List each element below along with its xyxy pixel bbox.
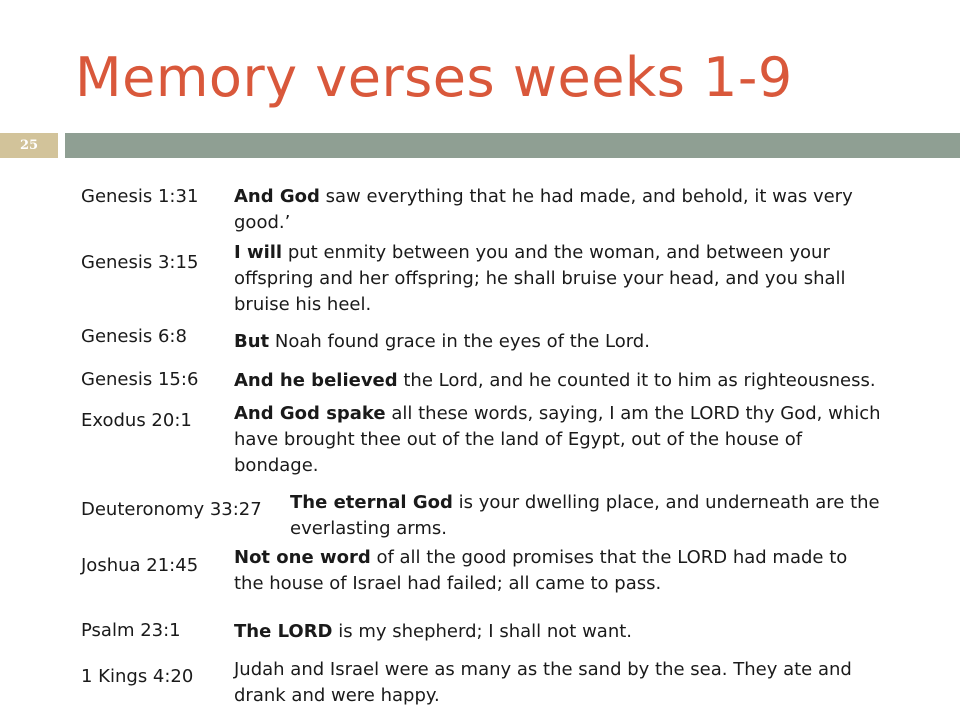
verse-text [234,401,884,479]
verse-body: put enmity between you and the woman, and between your offspring and her offspring; he shall bruise your head, and you shall bruise his heel. [234,242,846,315]
verse-text [234,657,874,709]
verse-body: all these words, saying, I am the LORD thy God, which have brought thee out of the land of Egypt, out of the house of bondage. [234,403,881,476]
verse-ref: Genesis 15:6 [81,369,199,390]
verse-body: Noah found grace in the eyes of the Lord. [269,331,650,352]
verse-body: is your dwelling place, and underneath are the everlasting arms. [290,492,880,539]
header-bar [65,133,960,158]
verse-text [234,368,904,394]
verse-ref: Deuteronomy 33:27 [81,499,262,520]
verse-ref: Genesis 1:31 [81,186,199,207]
verse-body: saw everything that he had made, and behold, it was very good.’ [234,186,853,233]
verse-text [234,329,894,355]
verse-text [234,619,894,645]
verse-lead: And he believed [234,370,398,391]
verse-ref: Genesis 3:15 [81,252,199,273]
verse-lead: The LORD [234,621,333,642]
verse-lead: I will [234,242,283,263]
slide-number: 25 [0,133,58,158]
verse-lead: But [234,331,270,352]
verse-body: Judah and Israel were as many as the sand by the sea. They ate and drank and were happy. [234,659,852,706]
verse-text [234,184,894,236]
verse-ref: Joshua 21:45 [81,555,199,576]
verse-lead: Not one word [234,547,371,568]
slide-title: Memory verses weeks 1-9 [75,46,793,109]
verse-body: of all the good promises that the LORD had made to the house of Israel had failed; all came to pass. [234,547,848,594]
verse-ref: Genesis 6:8 [81,326,187,347]
verse-body: the Lord, and he counted it to him as righteousness. [397,370,876,391]
verse-ref: 1 Kings 4:20 [81,666,194,687]
verse-body: is my shepherd; I shall not want. [332,621,633,642]
verse-ref: Psalm 23:1 [81,620,181,641]
verse-lead: The eternal God [290,492,453,513]
verse-ref: Exodus 20:1 [81,410,192,431]
verse-text [234,545,864,597]
verse-lead: And God [234,186,320,207]
verse-text [234,240,894,318]
verse-text [290,490,880,542]
verse-lead: And God spake [234,403,386,424]
